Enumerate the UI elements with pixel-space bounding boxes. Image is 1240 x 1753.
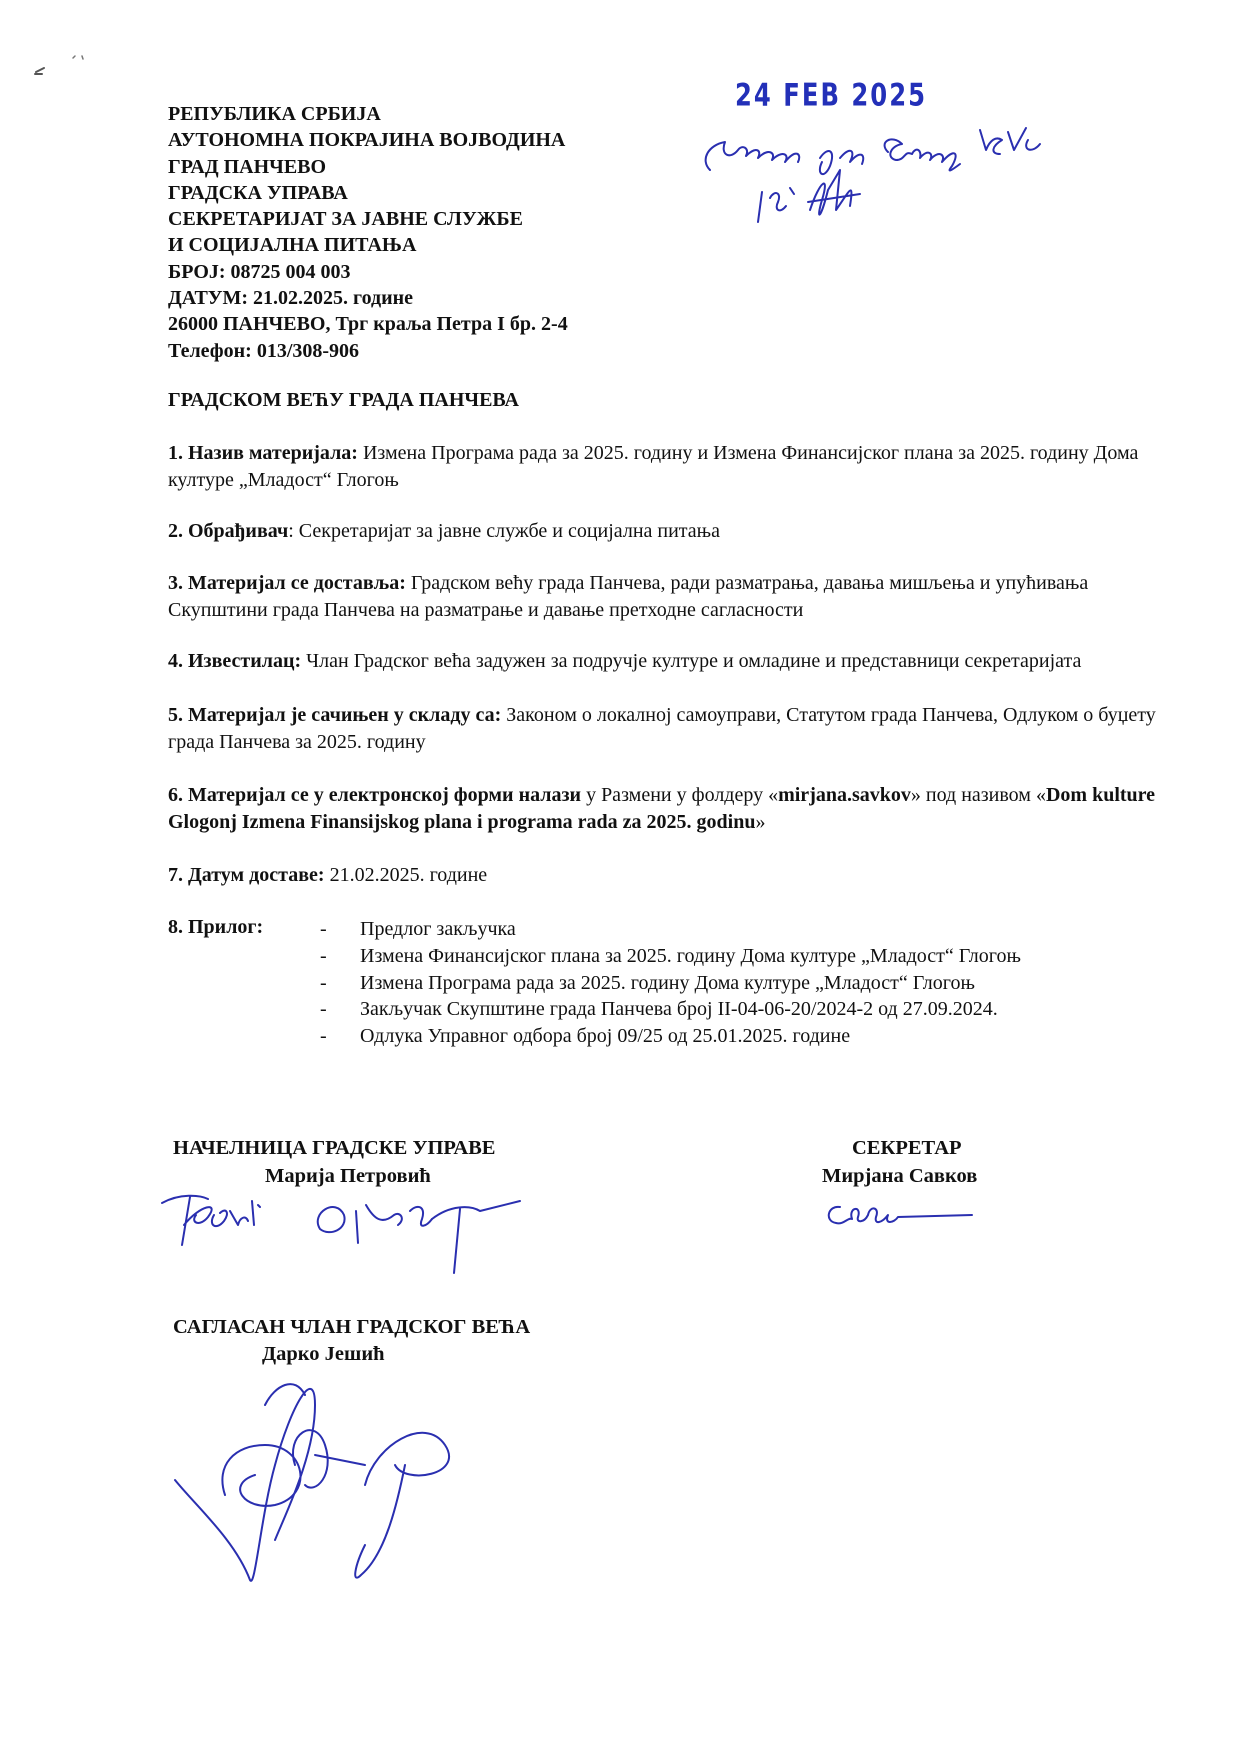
secretary-title: СЕКРЕТАР <box>852 1137 962 1159</box>
item-processor <box>168 518 1168 545</box>
file-name: Dom kulture Glogonj Izmena Finansijskog plana i programa rada za 2025. godinu <box>168 784 1156 833</box>
addressee: ГРАДСКОМ ВЕЋУ ГРАДА ПАНЧЕВА <box>168 389 519 411</box>
header-line: СЕКРЕТАРИЈАТ ЗА ЈАВНЕ СЛУЖБЕ <box>168 208 523 231</box>
item-label: 4. Известилац: <box>168 650 302 672</box>
secretary-name: Мирјана Савков <box>822 1165 978 1187</box>
item-label: 6. Материјал се у електронској форми налази <box>168 784 582 806</box>
item-label: 1. Назив материјала: <box>168 442 358 464</box>
header-line: РЕПУБЛИКА СРБИЈА <box>168 103 381 125</box>
head-signature <box>160 1185 530 1295</box>
item-delivery-date <box>168 862 1168 889</box>
item-text: : Секретаријат за јавне службе и социјална питања <box>288 520 721 542</box>
item-text: » <box>755 811 766 833</box>
item-rapporteur <box>168 648 1168 675</box>
head-name: Марија Петровић <box>265 1165 431 1187</box>
item-text: Члан Градског већа задужен за подручје културе и омладине и представници секретаријата <box>301 650 1082 672</box>
item-text: Измена Програма рада за 2025. годину и Измена Финансијског плана за 2025. годину Дома културе „Младост“ Глогоњ <box>168 442 1139 491</box>
item-material-name <box>168 440 1168 494</box>
attachment-item: - Одлука Управног одбора број 09/25 од 25.01.2025. године <box>320 1023 1021 1050</box>
council-member-name: Дарко Јешић <box>262 1343 385 1365</box>
item-text: 21.02.2025. године <box>324 864 488 886</box>
received-date-stamp: 24 FEB 2025 <box>735 77 928 114</box>
item-legal-basis <box>168 702 1168 756</box>
secretary-signature <box>822 1195 982 1235</box>
attachments-label: 8. Прилог: <box>168 916 264 938</box>
header-line: БРОЈ: 08725 004 003 <box>168 260 351 283</box>
item-text: » под називом « <box>910 784 1046 806</box>
attachment-item: - Измена Финансијског плана за 2025. годину Дома културе „Младост“ Глогоњ <box>320 943 1021 970</box>
council-member-signature <box>165 1365 485 1590</box>
scan-mark <box>30 50 90 80</box>
item-delivered-to <box>168 570 1168 624</box>
head-title: НАЧЕЛНИЦА ГРАДСКЕ УПРАВЕ <box>173 1137 496 1159</box>
attachment-item: - Измена Програма рада за 2025. годину Дома културе „Младост“ Глогоњ <box>320 970 1021 997</box>
header-line: АУТОНОМНА ПОКРАЈИНА ВОЈВОДИНА <box>168 129 566 152</box>
header-line: И СОЦИЈАЛНА ПИТАЊА <box>168 234 417 257</box>
item-electronic-location <box>168 782 1168 836</box>
item-label: 3. Материјал се доставља: <box>168 572 406 594</box>
header-line: ГРАД ПАНЧЕВО <box>168 155 327 178</box>
council-member-title: САГЛАСАН ЧЛАН ГРАДСКОГ ВЕЋА <box>173 1316 531 1338</box>
handwritten-stamp-note <box>690 110 1070 250</box>
item-text: у Размени у фолдеру « <box>581 784 779 806</box>
item-label: 5. Материјал је сачињен у складу са: <box>168 704 502 726</box>
attachments-list <box>320 916 1021 1050</box>
item-label: 7. Датум доставе: <box>168 864 325 886</box>
header-line: ДАТУМ: 21.02.2025. године <box>168 287 414 310</box>
item-text: Градском већу града Панчева, ради разматрања, давања мишљења и упућивања Скупштини града Панчева на разматрање и давање претходне сагласности <box>168 572 1089 621</box>
header-line: ГРАДСКА УПРАВА <box>168 181 348 204</box>
attachment-item: - Предлог закључка <box>320 916 1021 943</box>
item-label: 2. Обрађивач <box>168 520 289 542</box>
folder-name: mirjana.savkov <box>778 784 911 806</box>
header-line: 26000 ПАНЧЕВО, Трг краља Петра I бр. 2-4 <box>168 313 568 336</box>
header-line: Телефон: 013/308-906 <box>168 339 360 362</box>
attachment-item: - Закључак Скупштине града Панчева број II-04-06-20/2024-2 од 27.09.2024. <box>320 996 1021 1023</box>
issuer-header <box>168 101 568 364</box>
item-text: Законом о локалној самоуправи, Статутом града Панчева, Одлуком о буџету града Панчева за 2025. годину <box>168 704 1156 753</box>
